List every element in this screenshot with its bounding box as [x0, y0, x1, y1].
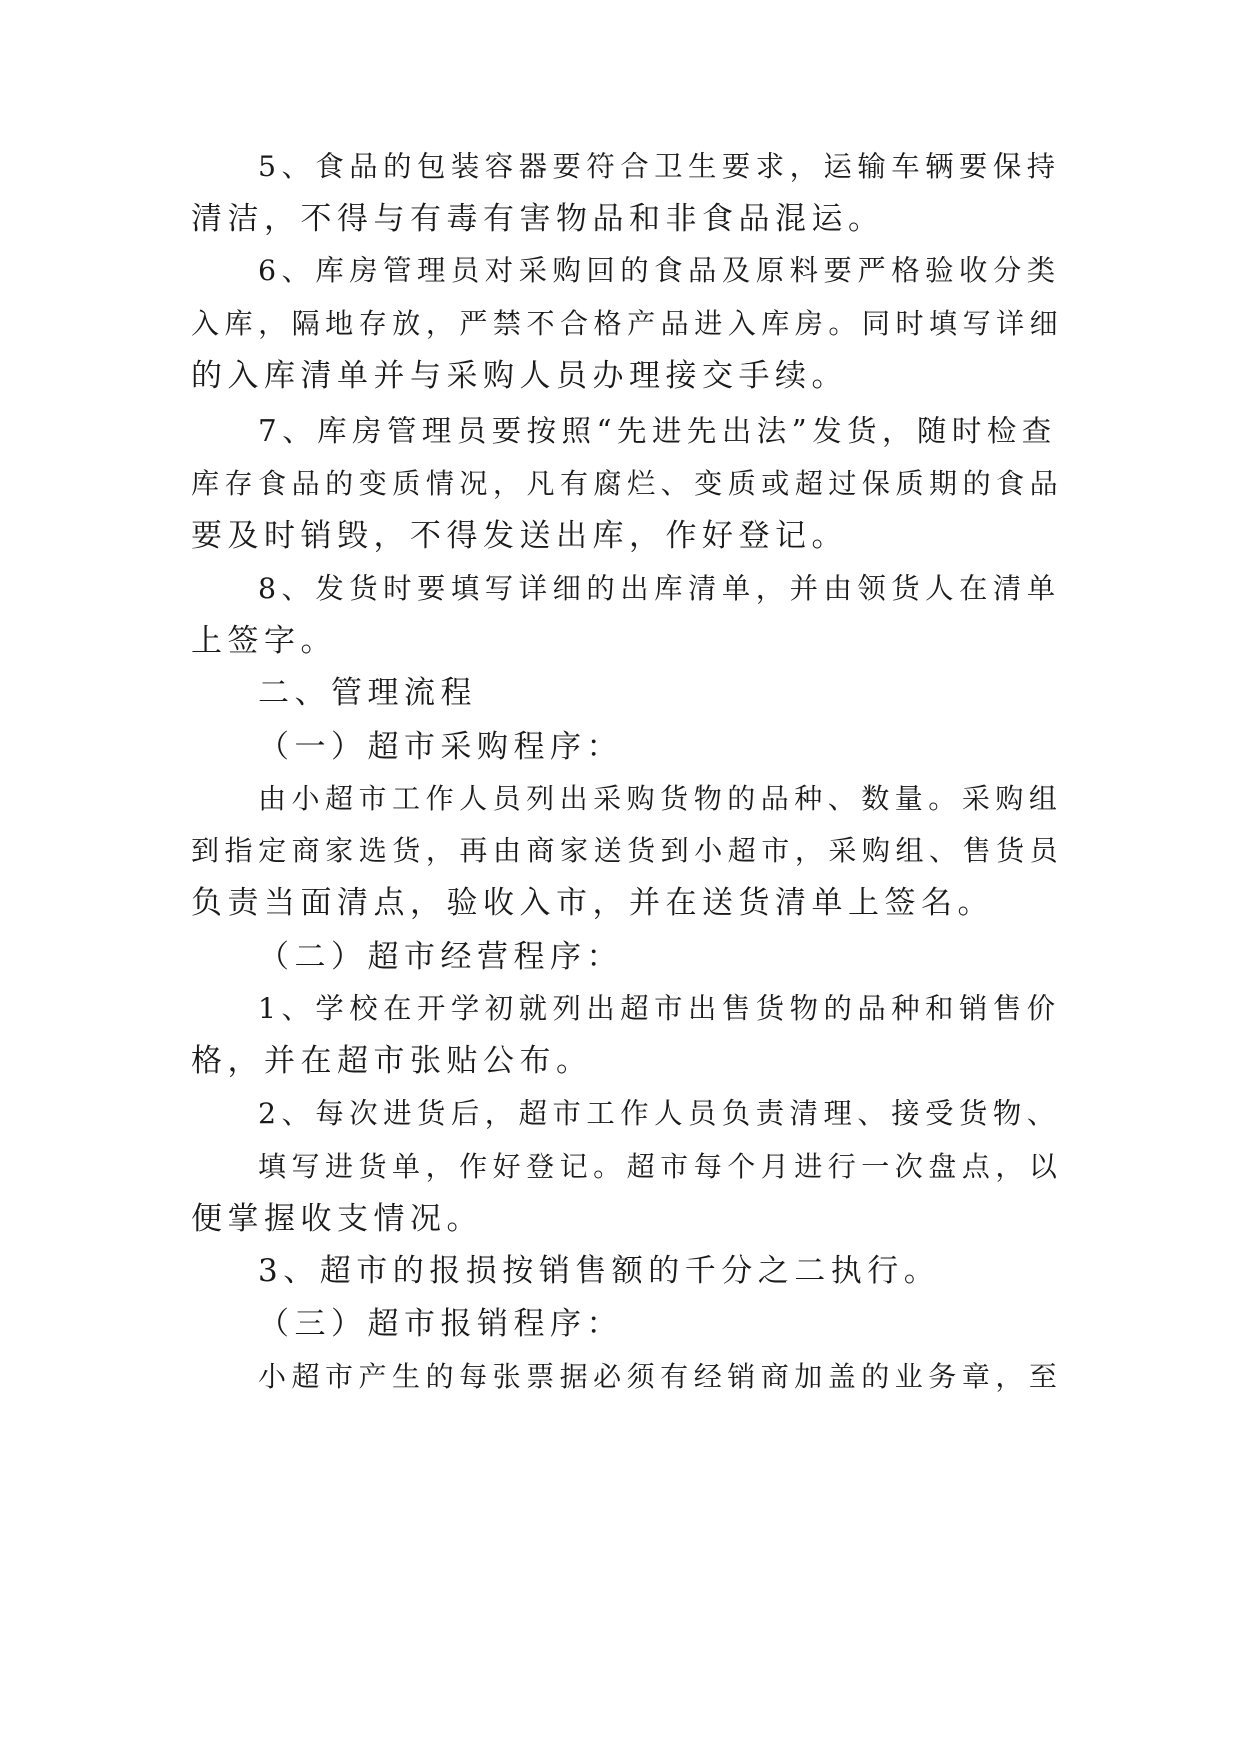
paragraph-line: 格，并在超市张贴公布。: [191, 1043, 593, 1079]
paragraph-line: 1、学校在开学初就列出超市出售货物的品种和销售价: [258, 992, 1061, 1025]
paragraph-line: 填写进货单，作好登记。超市每个月进行一次盘点，以: [258, 1150, 1063, 1183]
paragraph-line: 便掌握收支情况。: [191, 1201, 483, 1237]
section-heading: 二、管理流程: [258, 675, 477, 711]
subsection-heading: （三）超市报销程序：: [258, 1306, 623, 1342]
paragraph-line: 2、每次进货后，超市工作人员负责清理、接受货物、: [258, 1097, 1061, 1130]
paragraph-line: 的入库清单并与采购人员办理接交手续。: [191, 358, 848, 394]
paragraph-line: 上签字。: [191, 623, 337, 659]
paragraph-line: 清洁，不得与有毒有害物品和非食品混运。: [191, 201, 885, 237]
paragraph-line: 入库，隔地存放，严禁不合格产品进入库房。同时填写详细: [191, 307, 1064, 340]
paragraph-line: 8、发货时要填写详细的出库清单，并由领货人在清单: [258, 572, 1061, 605]
paragraph-line: 3、超市的报损按销售额的千分之二执行。: [258, 1253, 941, 1289]
paragraph-line: 到指定商家选货，再由商家送货到小超市，采购组、售货员: [191, 834, 1064, 867]
paragraph-line: 由小超市工作人员列出采购货物的品种、数量。采购组: [258, 782, 1063, 815]
paragraph-line: 小超市产生的每张票据必须有经销商加盖的业务章，至: [258, 1360, 1063, 1393]
paragraph-line: 库存食品的变质情况，凡有腐烂、变质或超过保质期的食品: [191, 467, 1064, 500]
paragraph-line: 负责当面清点，验收入市，并在送货清单上签名。: [191, 885, 994, 921]
paragraph-line: 7、库房管理员要按照“先进先出法”发货，随时检查: [258, 414, 1057, 448]
paragraph-line: 6、库房管理员对采购回的食品及原料要严格验收分类: [258, 254, 1061, 287]
paragraph-line: 5、食品的包装容器要符合卫生要求，运输车辆要保持: [258, 150, 1061, 183]
subsection-heading: （一）超市采购程序：: [258, 729, 623, 765]
paragraph-line: 要及时销毁，不得发送出库，作好登记。: [191, 518, 848, 554]
subsection-heading: （二）超市经营程序：: [258, 939, 623, 975]
